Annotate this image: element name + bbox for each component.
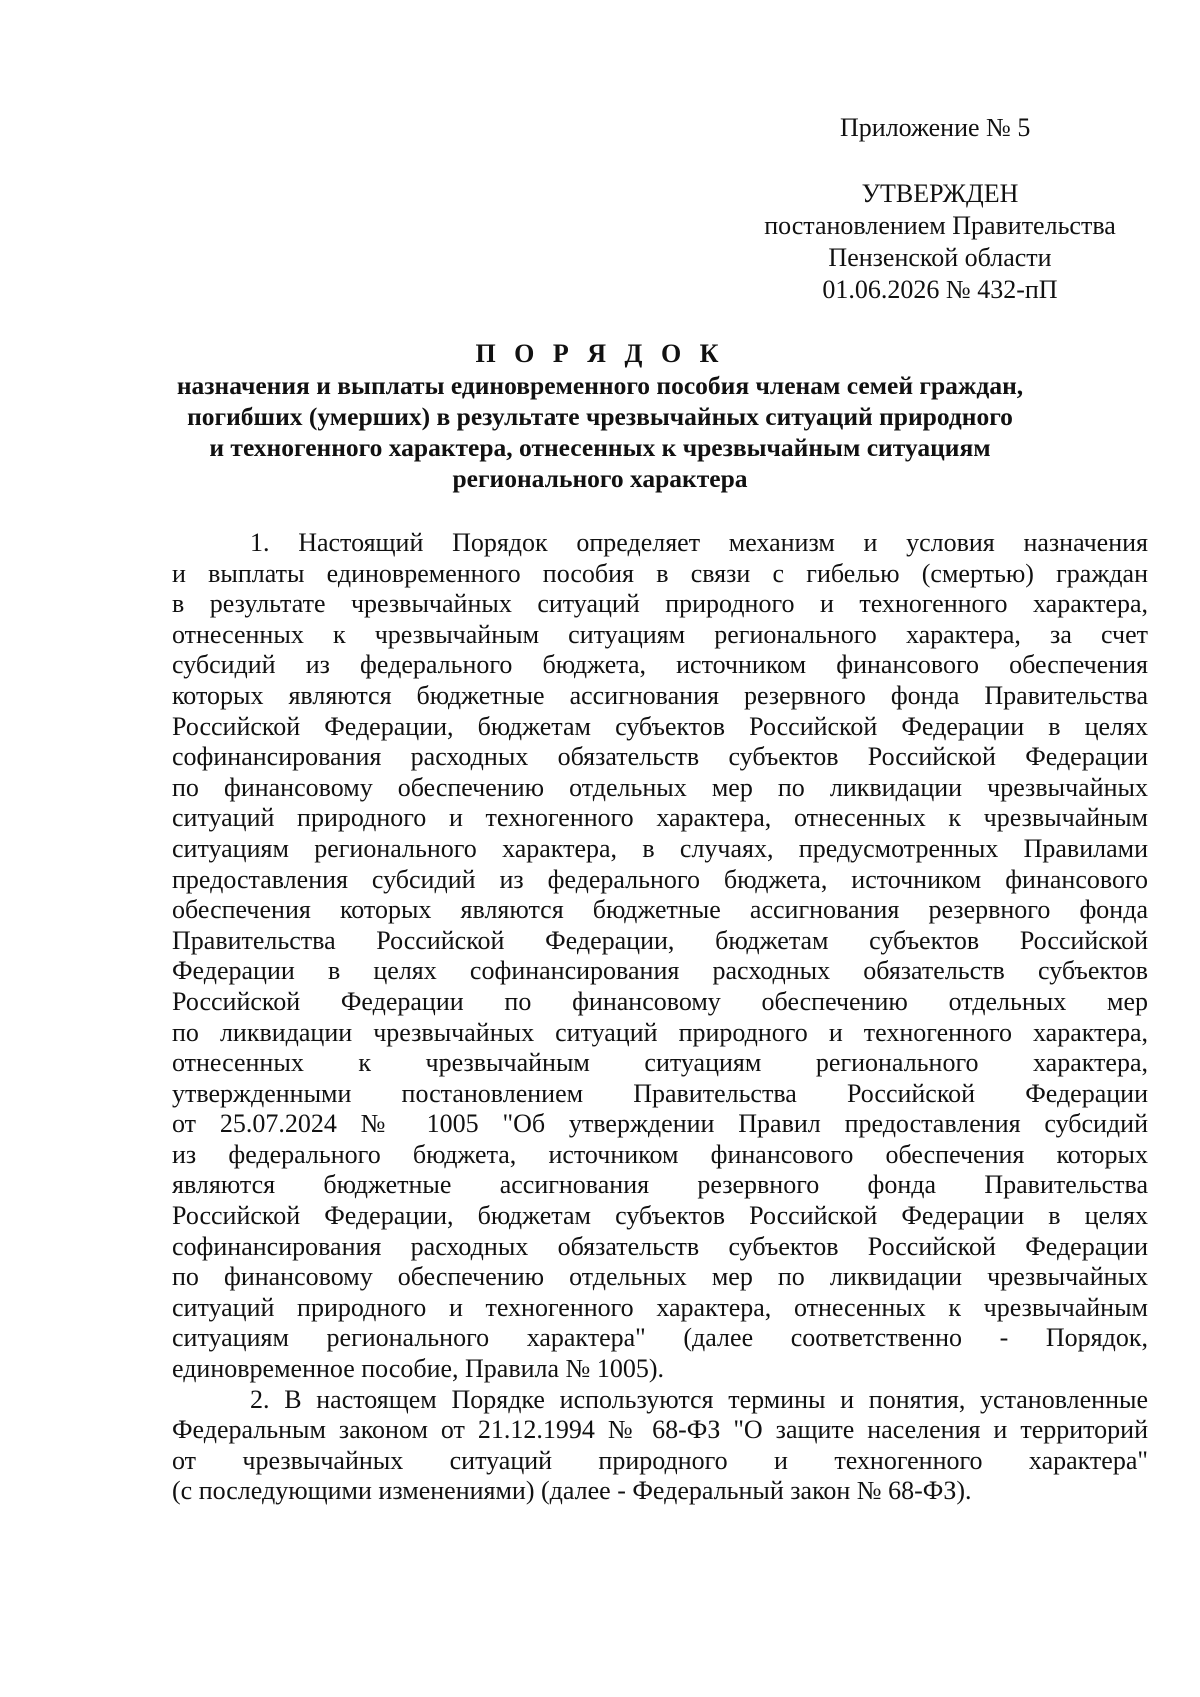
paragraph-line: единовременное пособие, Правила № 1005). [172,1354,665,1384]
paragraph-line: в результате чрезвычайных ситуаций природного и техногенного характера, [172,589,1148,619]
paragraph-line: ситуациям регионального характера, в случаях, предусмотренных Правилами [172,833,1148,863]
paragraph-line: ситуациям регионального характера" (далее соответственно - Порядок, [172,1323,1148,1353]
paragraph-line: и выплаты единовременного пособия в связи с гибелью (смертью) граждан [172,558,1148,588]
paragraph-line: от 25.07.2024 № 1005 "Об утверждении Правил предоставления субсидий [172,1109,1148,1139]
approval-date-number: 01.06.2026 № 432-пП [822,275,1058,304]
paragraph-line: Федерации в целях софинансирования расходных обязательств субъектов [172,956,1148,986]
document-title [120,338,1080,494]
paragraph-line: 2. В настоящем Порядке используются термины и понятия, установленные [250,1384,1148,1414]
approved-heading: УТВЕРЖДЕН [861,179,1019,208]
paragraph-line: которых являются бюджетные ассигнования резервного фонда Правительства [172,680,1148,710]
title-subtitle-line: погибших (умерших) в результате чрезвычайных ситуаций природного [187,402,1013,431]
paragraph-line: отнесенных к чрезвычайным ситуациям регионального характера, [172,1048,1148,1078]
document-body [172,528,1148,1507]
paragraph-2 [172,1385,1148,1507]
approval-stamp [740,178,1140,306]
paragraph-line: Правительства Российской Федерации, бюджетам субъектов Российской [172,925,1148,955]
paragraph-line: Российской Федерации по финансовому обеспечению отдельных мер [172,986,1148,1016]
paragraph-line: Федеральным законом от 21.12.1994 № 68-ФЗ "О защите населения и территорий [172,1415,1148,1445]
paragraph-line: утвержденными постановлением Правительства Российской Федерации [172,1078,1148,1108]
approved-by-line-1: постановлением Правительства [764,211,1116,240]
paragraph-line: Российской Федерации, бюджетам субъектов Российской Федерации в целях [172,1201,1148,1231]
paragraph-line: софинансирования расходных обязательств субъектов Российской Федерации [172,1231,1148,1261]
paragraph-line: отнесенных к чрезвычайным ситуациям регионального характера, за счет [172,619,1148,649]
paragraph-1 [172,528,1148,1385]
paragraph-line: по ликвидации чрезвычайных ситуаций природного и техногенного характера, [172,1017,1148,1047]
paragraph-line: субсидий из федерального бюджета, источником финансового обеспечения [172,650,1148,680]
paragraph-line: являются бюджетные ассигнования резервного фонда Правительства [172,1170,1148,1200]
paragraph-line: ситуаций природного и техногенного характера, отнесенных к чрезвычайным [172,1292,1148,1322]
title-subtitle-line: и техногенного характера, отнесенных к чрезвычайным ситуациям [209,433,991,462]
approved-by-line-2: Пензенской области [828,243,1052,272]
paragraph-line: ситуаций природного и техногенного характера, отнесенных к чрезвычайным [172,803,1148,833]
paragraph-line: (с последующими изменениями) (далее - Федеральный закон № 68-ФЗ). [172,1476,972,1506]
paragraph-line: от чрезвычайных ситуаций природного и техногенного характера" [172,1445,1148,1475]
paragraph-line: обеспечения которых являются бюджетные ассигнования резервного фонда [172,895,1148,925]
paragraph-line: софинансирования расходных обязательств субъектов Российской Федерации [172,742,1148,772]
paragraph-line: 1. Настоящий Порядок определяет механизм и условия назначения [250,528,1148,557]
appendix-label: Приложение № 5 [840,113,1031,142]
paragraph-line: по финансовому обеспечению отдельных мер по ликвидации чрезвычайных [172,1262,1148,1292]
title-subtitle-line: назначения и выплаты единовременного пособия членам семей граждан, [176,371,1024,400]
paragraph-line: из федерального бюджета, источником финансового обеспечения которых [172,1139,1148,1169]
paragraph-line: Российской Федерации, бюджетам субъектов Российской Федерации в целях [172,711,1148,741]
paragraph-line: по финансовому обеспечению отдельных мер по ликвидации чрезвычайных [172,772,1148,802]
paragraph-line: предоставления субсидий из федерального бюджета, источником финансового [172,864,1148,894]
title-main: П О Р Я Д О К [475,339,725,368]
title-subtitle-line: регионального характера [452,464,748,493]
